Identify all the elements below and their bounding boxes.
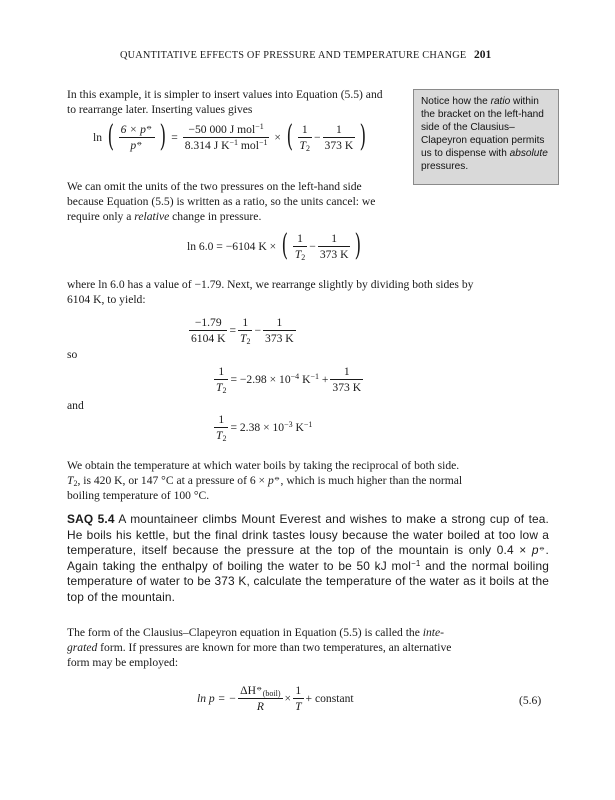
equation-number: (5.6): [519, 694, 542, 707]
eq4-rhs-group: [230, 373, 328, 386]
eq1-two: 2: [305, 143, 310, 153]
eq4-frac-373: [330, 365, 363, 394]
sidebar-text-a: Notice how the: [421, 96, 491, 107]
eq6-boil: (boil): [262, 689, 281, 698]
eq6-dh-fraction: $\frac{\Delta H^⦵_{(boil)}}{R}$: [240, 683, 281, 713]
eq5-unit: K: [292, 421, 304, 434]
eq4-frac-t2: [214, 365, 228, 394]
eq1-one-a: 1: [298, 123, 312, 138]
saq-text-2: . Again taking the enthalpy of boiling the water to be 50 kJ mol: [67, 543, 549, 573]
para4-p: p: [267, 474, 274, 487]
para4-line-2b: , which is much higher than the normal: [280, 474, 463, 487]
eq3-den: 6104 K: [191, 332, 226, 345]
intro-line-1: In this example, it is simpler to insert values into Equation (5.5) and: [67, 88, 383, 101]
eq6-t: T: [295, 700, 302, 713]
eq3-fraction: [189, 316, 227, 345]
saq-text-3: and the normal boiling temperature of water to be 373 K, calculate the temperature of the water as it boils at the top of the mountain.: [67, 558, 550, 604]
eq1-equals: =: [171, 130, 178, 144]
eq5-exp: −3: [284, 420, 293, 429]
eq5-one: 1: [214, 413, 228, 428]
para4-line-2: $T_2$, is 420 K, or 147 °C at a pressure of 6 × p⦵, which is much higher than the normal: [67, 473, 463, 488]
paragraph-integrated-form: [67, 625, 549, 670]
eq1-lhs-den: p: [130, 138, 137, 152]
intro-paragraph: [67, 87, 407, 117]
eq4-rhs: = −2.98 × 10: [230, 373, 291, 386]
eq2-two: 2: [301, 252, 306, 262]
eq6-lhs-group: [197, 692, 236, 705]
eq4-t: T: [216, 381, 223, 394]
saq-text-1: A mountaineer climbs Mount Everest and wishes to make a strong cup of tea. He boils his kettle, but the final drink tastes lousy because the water boiled at too low a temperature, itself because the pressure at the top of the mountain is only 0.4 ×: [67, 512, 549, 558]
intro-line-2: to rearrange later. Inserting values gives: [67, 103, 253, 116]
para2-relative: relative: [134, 210, 170, 223]
eq2-minus: −: [309, 239, 316, 253]
equation-6: [197, 684, 354, 713]
saq-box: SAQ 5.4 A mountaineer climbs Mount Everest and wishes to make a strong cup of tea. He boils his kettle, but the final drink tastes lousy because the water boiled at too low a temperature, itself because the pressure at the top of the mountain is only 0.4 × p⦵. Again taking the enthalpy of boiling the water to be 50 kJ mol$^{-1}$ and the normal boiling temperature of water to be 373 K, calculate the temperature of the water as it boils at the top of the mountain.: [67, 512, 550, 604]
eq6-t-fraction: [293, 684, 303, 713]
eq4-plus: +: [321, 373, 329, 386]
para3-line-2: 6104 K, to yield:: [67, 293, 146, 306]
eq1-rhs-fraction: $\frac{-50 000 J mol^{-1}}{8.314 J K^{-1} mol^{-1}}$: [184, 121, 268, 152]
eq5-t: T: [216, 429, 223, 442]
eq5-two: 2: [222, 434, 227, 443]
eq3-one-a: 1: [238, 316, 252, 331]
eq2-paren-open: (: [281, 228, 289, 263]
eq1-frac-t2: [298, 123, 312, 152]
para5-grated: grated: [67, 641, 98, 654]
eq6-one: 1: [293, 684, 303, 699]
eq1-rhs-num: −50 000 J mol: [188, 122, 256, 136]
eq3-one-b: 1: [263, 316, 296, 331]
eq4-unit: K: [299, 373, 311, 386]
eq1-times: ×: [274, 130, 281, 144]
eq2-t: T: [294, 247, 302, 261]
paragraph-result: [67, 458, 549, 503]
eq2-one-b: 1: [318, 232, 351, 247]
eq2-frac-373: [318, 232, 351, 261]
eq1-frac-373: [323, 123, 356, 152]
eq3-t: T: [240, 332, 247, 345]
para4-line-3: boiling temperature of 100 °C.: [67, 489, 210, 502]
eq1-373: 373 K: [324, 138, 354, 152]
eq6-den: R: [256, 700, 264, 713]
para5-line-2b: form. If pressures are known for more than two temperatures, an alternative: [97, 641, 452, 654]
equation-5: [212, 413, 312, 442]
and-label: and: [67, 399, 84, 412]
running-title: QUANTITATIVE EFFECTS OF PRESSURE AND TEMPERATURE CHANGE: [120, 50, 467, 61]
eq4-two: 2: [222, 386, 227, 395]
eq1-paren-close-2: ): [359, 119, 367, 154]
para4-line-2a: , is 420 K, or 147 °C at a pressure of 6 ×: [77, 474, 268, 487]
eq6-lhs: ln p = −: [197, 692, 237, 705]
para2-line-3a: require only a: [67, 210, 135, 223]
eq1-lhs-fraction: $\frac{6 \times p^⦵}{p^⦵}$: [120, 121, 153, 152]
sidebar-text-c: pressures.: [421, 161, 469, 172]
sidebar-absolute: absolute: [509, 148, 548, 159]
para5-inte: inte-: [422, 626, 445, 639]
eq6-num: ΔH: [240, 684, 257, 697]
eq4-unit-exp: −1: [310, 372, 319, 381]
saq-p: p: [531, 543, 539, 558]
eq3-frac-373: [263, 316, 296, 345]
eq3-num: −1.79: [189, 316, 227, 331]
eq3-frac-t2: [238, 316, 252, 345]
eq3-minus: −: [254, 324, 262, 337]
eq3-equals: =: [229, 324, 237, 337]
para2-line-2: because Equation (5.5) is written as a ratio, so the units cancel: we: [67, 195, 376, 208]
eq2-one-a: 1: [293, 232, 307, 247]
eq4-exp: −4: [290, 372, 300, 381]
eq4-373: 373 K: [332, 381, 362, 394]
eq1-rhs-den: 8.314 J K: [184, 138, 230, 152]
para5-line-1a: The form of the Clausius–Clapeyron equation in Equation (5.5) is called the: [67, 626, 423, 639]
eq2-paren-close: ): [355, 228, 362, 263]
sidebar-note: [413, 89, 559, 185]
eq3-two: 2: [246, 337, 251, 346]
equation-4: [212, 365, 365, 394]
eq1-paren-open: (: [107, 119, 115, 154]
eq5-frac-t2: [214, 413, 228, 442]
eq4-one-a: 1: [214, 365, 228, 380]
para5-line-3: form may be employed:: [67, 656, 179, 669]
eq1-lhs-num: 6 × p: [120, 122, 146, 136]
eq6-times: ×: [284, 692, 292, 705]
eq5-rhs-group: [230, 421, 312, 434]
eq1-paren-open-2: (: [286, 119, 293, 154]
eq1-one-b: 1: [323, 123, 356, 138]
para2-line-3: [67, 209, 407, 224]
eq1-t: T: [299, 138, 306, 152]
eq5-unit-exp: −1: [303, 420, 313, 429]
eq3-373: 373 K: [265, 332, 294, 345]
para3-line-1: where ln 6.0 has a value of −1.79. Next, we rearrange slightly by dividing both sides by: [67, 278, 474, 291]
saq-label: SAQ 5.4: [67, 512, 115, 526]
paragraph-rearrange: [67, 277, 549, 307]
equation-2: [187, 228, 364, 263]
so-label: so: [67, 348, 78, 361]
eq1-ln: ln: [93, 130, 103, 144]
equation-1: [93, 119, 369, 154]
eq2-frac-t2: [293, 232, 307, 261]
paragraph-units: [67, 179, 407, 224]
sidebar-text-b: within the bracket on the left-hand side of the Clausius–Clapeyron equation permits us to dispense with: [421, 96, 545, 159]
eq1-minus: −: [313, 130, 321, 144]
equation-3: [187, 316, 298, 345]
eq5-rhs: = 2.38 × 10: [230, 421, 285, 434]
para5-line-1: [67, 625, 549, 640]
eq6-constant: + constant: [305, 692, 354, 705]
page-number: 201: [474, 49, 492, 61]
para4-two: 2: [73, 479, 78, 488]
sidebar-ratio: ratio: [490, 96, 511, 107]
eq4-one-b: 1: [330, 365, 363, 380]
para4-t: T: [67, 474, 74, 487]
eq2-lhs: ln 6.0 = −6104 K ×: [187, 239, 277, 253]
eq1-paren-close: ): [159, 119, 166, 154]
eq1-rhs-den2: mol: [238, 138, 259, 152]
eq2-373: 373 K: [319, 247, 349, 261]
para4-line-1: We obtain the temperature at which water boils by taking the reciprocal of both side.: [67, 459, 460, 472]
para2-line-3b: change in pressure.: [169, 210, 262, 223]
para2-line-1: We can omit the units of the two pressures on the left-hand side: [67, 180, 362, 193]
para5-line-2: [67, 640, 549, 655]
